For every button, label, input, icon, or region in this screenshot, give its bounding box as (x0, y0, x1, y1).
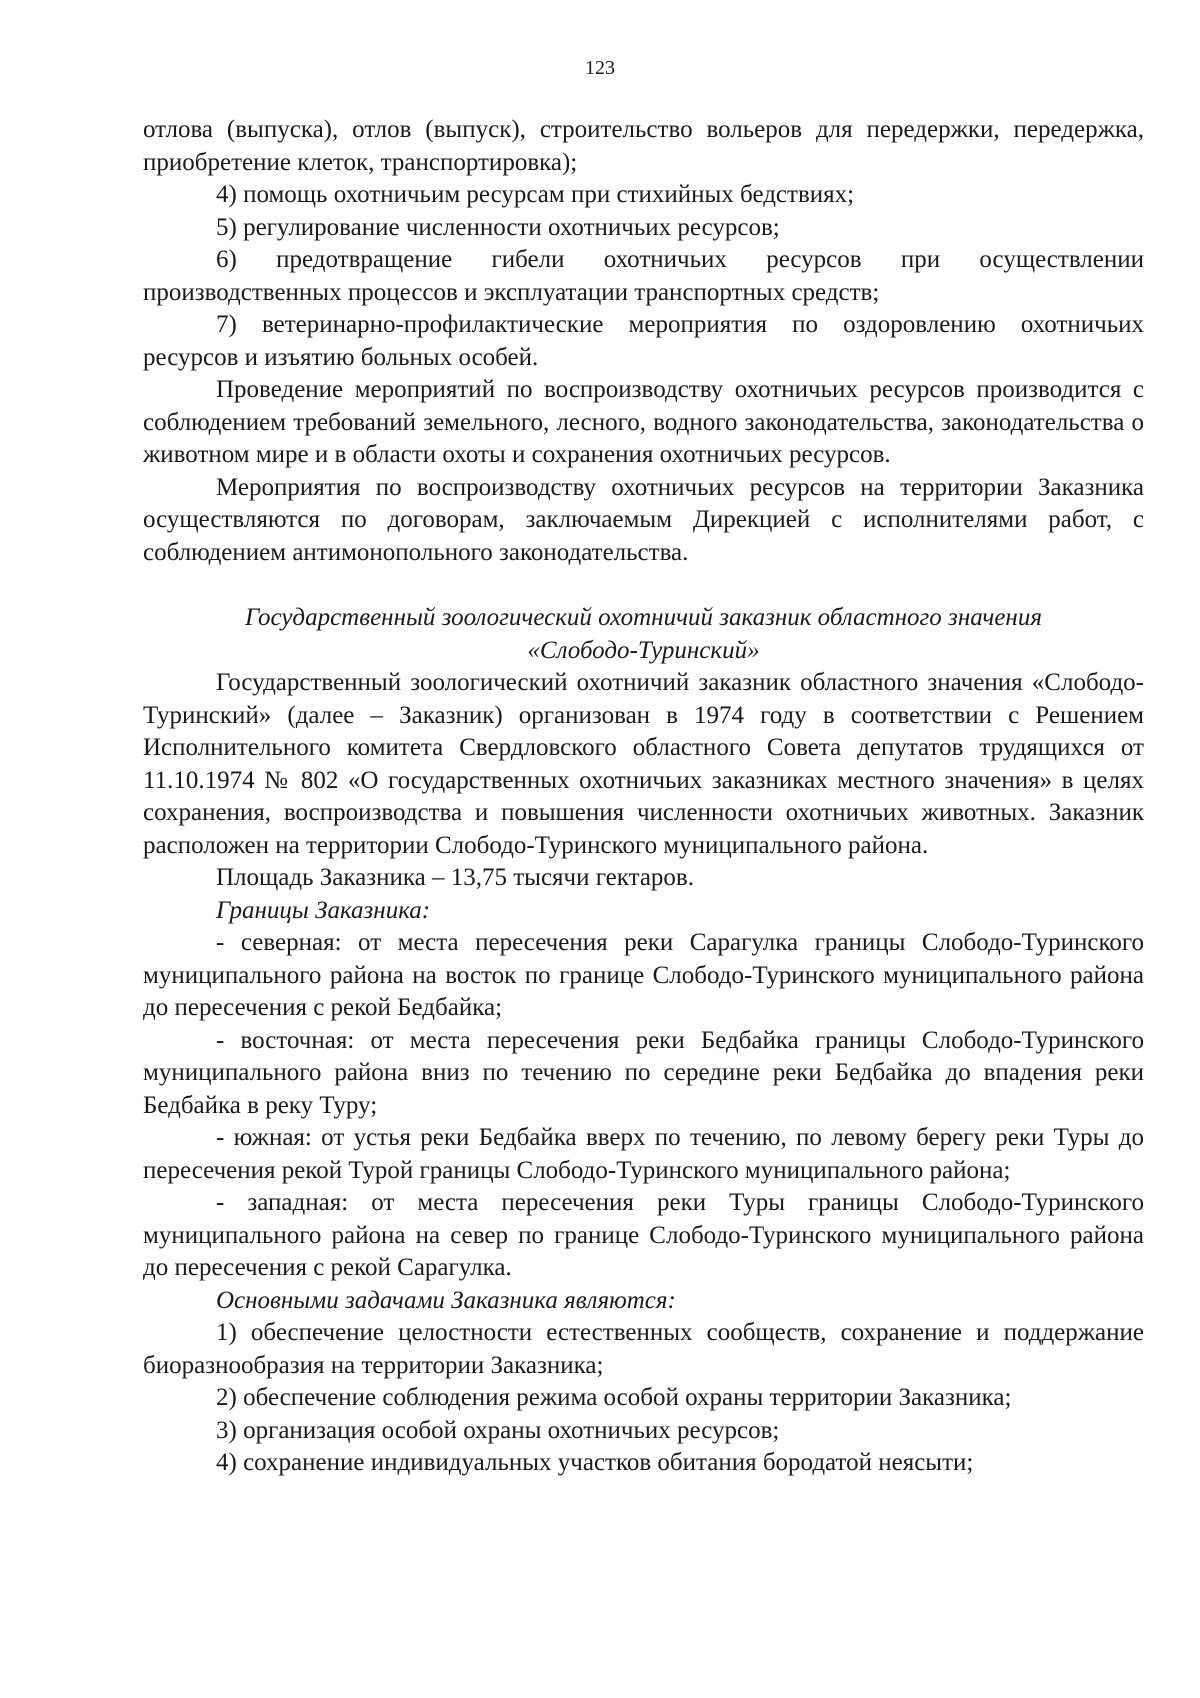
borders-title: Границы Заказника: (216, 896, 431, 924)
paragraph-area: Площадь Заказника – 13,75 тысячи гектаров. (216, 864, 694, 891)
paragraph-conduct: Проведение мероприятий по воспроизводству охотничьих ресурсов производится с соблюдением требований земельного, лесного, водного законодательства, законодательства о животном мире и в области охоты и сохранения охотничьих ресурсов. (143, 376, 1144, 468)
paragraph-item-6: 6) предотвращение гибели охотничьих ресурсов при осуществлении производственных процессов и эксплуатации транспортных средств; (143, 246, 1144, 306)
task-1: 1) обеспечение целостности естественных сообществ, сохранение и поддержание биоразнообразия на территории Заказника; (143, 1319, 1144, 1379)
paragraph-intro: Государственный зоологический охотничий заказник областного значения «Слободо-Туринский» (далее – Заказник) организован в 1974 году в соответствии с Решением Исполнительного комитета Свердловского областного Совета депутатов трудящихся от 11.10.1974 № 802 «О государственных охотничьих заказниках местного значения» в целях сохранения, воспроизводства и повышения численности охотничьих животных. Заказник расположен на территории Слободо-Туринского муниципального района. (143, 669, 1144, 859)
task-4: 4) сохранение индивидуальных участков обитания бородатой неясыти; (216, 1449, 974, 1476)
tasks-title: Основными задачами Заказника являются: (216, 1286, 676, 1314)
border-east: - восточная: от места пересечения реки Бедбайка границы Слободо-Туринского муниципального района вниз по течению по середине реки Бедбайка до впадения реки Бедбайка в реку Туру; (143, 1026, 1144, 1119)
section-heading-line1: Государственный зоологический охотничий заказник областного значения (245, 604, 1042, 631)
border-south: - южная: от устья реки Бедбайка вверх по течению, по левому берегу реки Туры до пересечения рекой Турой границы Слободо-Туринского муниципального района; (143, 1124, 1144, 1184)
paragraph-continuation: отлова (выпуска), отлов (выпуск), строительство вольеров для передержки, передержка, приобретение клеток, транспортировка); (143, 116, 1144, 176)
section-heading (143, 602, 1144, 667)
border-west: - западная: от места пересечения реки Туры границы Слободо-Туринского муниципального района на север по границе Слободо-Туринского муниципального района до пересечения с рекой Сарагулка. (143, 1189, 1144, 1281)
task-2: 2) обеспечение соблюдения режима особой охраны территории Заказника; (216, 1384, 1012, 1411)
paragraph-item-4: 4) помощь охотничьим ресурсам при стихийных бедствиях; (216, 181, 855, 208)
paragraph-item-5: 5) регулирование численности охотничьих ресурсов; (216, 213, 780, 241)
section-heading-line2: «Слободо-Туринский» (527, 636, 760, 664)
document-body (143, 114, 1144, 1480)
page-number: 123 (585, 57, 615, 79)
task-3: 3) организация особой охраны охотничьих ресурсов; (216, 1416, 780, 1444)
border-north: - северная: от места пересечения реки Сарагулка границы Слободо-Туринского муниципального района на восток по границе Слободо-Туринского муниципального района до пересечения с рекой Бедбайка; (143, 929, 1144, 1021)
paragraph-contracts: Мероприятия по воспроизводству охотничьих ресурсов на территории Заказника осуществляются по договорам, заключаемым Дирекцией с исполнителями работ, с соблюдением антимонопольного законодательства. (143, 473, 1144, 566)
paragraph-item-7: 7) ветеринарно-профилактические мероприятия по оздоровлению охотничьих ресурсов и изъятию больных особей. (143, 311, 1144, 371)
